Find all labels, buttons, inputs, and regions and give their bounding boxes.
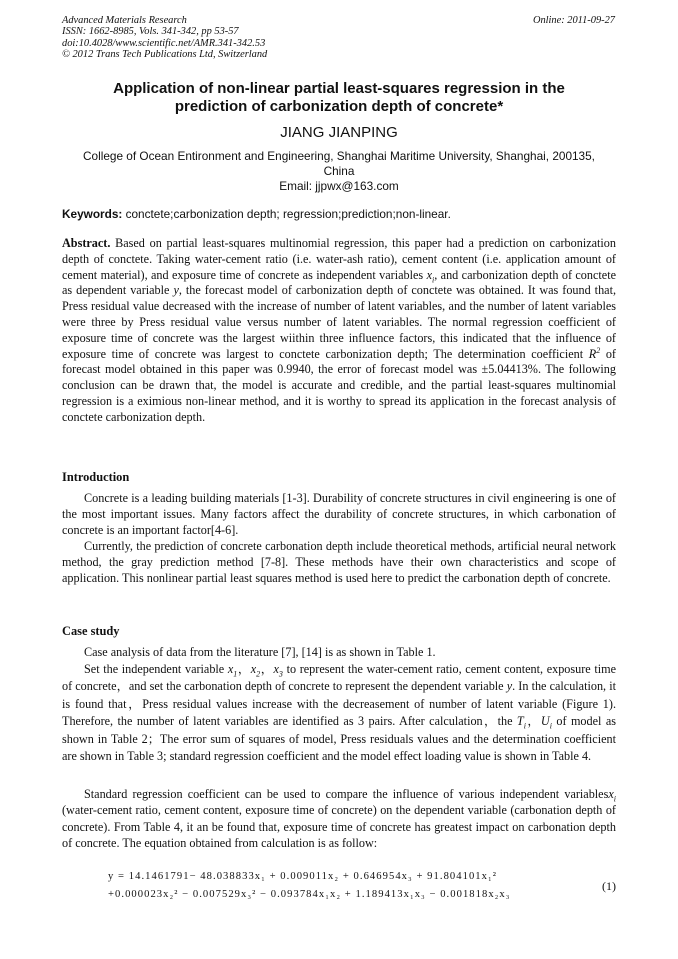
abstract — [62, 236, 616, 426]
issn-line: ISSN: 1662-8985, Vols. 341-342, pp 53-57 — [62, 26, 239, 38]
paper-title — [62, 80, 616, 116]
keywords-text: conctete;carbonization depth; regression;prediction;non-linear. — [122, 207, 451, 221]
affiliation-line-2: China — [323, 163, 355, 178]
keywords — [62, 207, 616, 221]
keywords-label: Keywords: — [62, 207, 123, 221]
intro-paragraph-1: Concrete is a leading building materials [1-3]. Durability of concrete structures in civil engineering is one of the most important issues. Many factors affect the durability of concrete structures, in which carbonation of concrete is an important factor[4-6]. — [62, 491, 616, 537]
abstract-text-b: , and carbonization depth of conctete as dependent variable — [62, 267, 616, 298]
online-date: Online: 2011-09-27 — [532, 15, 615, 26]
abstract-text-d: of forecast model obtained in this paper was 0.9940, the error of forecast model was — [62, 346, 616, 377]
affiliation — [62, 149, 616, 193]
var-y: y — [173, 283, 179, 298]
equation-number: (1) — [602, 879, 616, 893]
equation-line-2: +0.000023x₂² − 0.007529x₃² − 0.093784x₁x₂ + 1.189413x₁x₃ − 0.001818x₂x₃ — [108, 889, 511, 900]
intro-heading: Introduction — [62, 470, 130, 484]
abstract-text-e: . The following conclusion can be drawn that, the model is accurate and credible, and the partial least-squares multinomial regression is a eximious non-linear method, and it is worthy to spread its application in the forecast analysis of conctete carbonization depth. — [62, 362, 616, 424]
var-xi: $x_i$ — [426, 267, 435, 285]
affiliation-line-1: College of Ocean Entironment and Engineering, Shanghai Maritime University, Shanghai, 200135, — [83, 149, 595, 163]
var-r2: $R^2$ — [588, 345, 601, 361]
abstract-text-c: , the forecast model of carbonization depth of conctete was obtained. It was found that, Press residual value decreased with the increase of number of latent variables, and the number of latent variables were three by Press residual value versus number of latent variables. The normal regression coefficient of exposure time of concrete was the largest wiithin three influence factors, this indicated that the influence of exposure time of concrete was largest to conctete carbonization depth; The determination coefficient — [62, 283, 617, 361]
title-line-1: Application of non-linear partial least-squares regression in the — [113, 80, 565, 97]
abstract-label: Abstract. — [62, 236, 111, 250]
case-paragraph-2: Set the independent variable $x_1$，$x_2$，$x_3$ to represent the water-cement ratio, cement content, exposure time of concrete，and set the carbonation depth of concrete to represent the dependent variable y. In the calculation, it is found that，Press residual values increase with the decreasement of number of latent variable (Figure 1). Therefore, the number of latent variables are identified as 3 pairs. After calculation，the $T_i$，$U_i$ of model as shown in Table 2；The error sum of squares of model, Press residuals values and the determination coefficient are shown in Table 3; standard regression coefficient and the model effect loading value is shown in Table 4. — [62, 662, 616, 764]
email-line: Email: jjpwx@163.com — [279, 178, 399, 193]
forecast-error: ±5.04413% — [481, 362, 538, 377]
equation-line-1: y = 14.1461791− 48.038833x₁ + 0.009011x₂ + 0.646954x₃ + 91.804101x₁² — [108, 871, 497, 882]
abstract-text-a: Based on partial least-squares multinomial regression, this paper had a prediction on carbonization depth of conctete. Taking water-cement ratio (i.e. water-ash ratio), cement content (i.e. application amount of cement material), and exposure time of concrete as independent variables — [62, 236, 616, 282]
journal-name: Advanced Materials Research — [62, 15, 187, 26]
journal-header — [62, 15, 267, 60]
case-paragraph-1: Case analysis of data from the literature [7], [14] is as shown in Table 1. — [84, 645, 436, 659]
case-paragraph-3: Standard regression coefficient can be used to compare the influence of various independent variablesx$_i$ (water-cement ratio, cement content, exposure time of concrete) on the dependent variable (carbonation depth of concrete). From Table 4, it an be found that, exposure time of concrete has greatest impact on carbonation depth of concrete. The equation obtained from calculation is as follow: — [62, 787, 616, 851]
doi-line: doi:10.4028/www.scientific.net/AMR.341-342.53 — [62, 37, 266, 49]
case-heading: Case study — [62, 624, 120, 638]
copyright-line: © 2012 Trans Tech Publications Ltd, Switzerland — [62, 48, 268, 60]
intro-paragraph-2: Currently, the prediction of concrete carbonation depth include theoretical methods, artificial neural network method, the gray prediction method [7-8]. These methods have their own characteristics and scope of application. This nonlinear partial least squares method is used here to predict the carbonation depth of concrete. — [62, 539, 616, 585]
title-line-2: prediction of carbonization depth of concrete* — [174, 98, 504, 115]
author-name: JIANG JIANPING — [280, 124, 398, 141]
